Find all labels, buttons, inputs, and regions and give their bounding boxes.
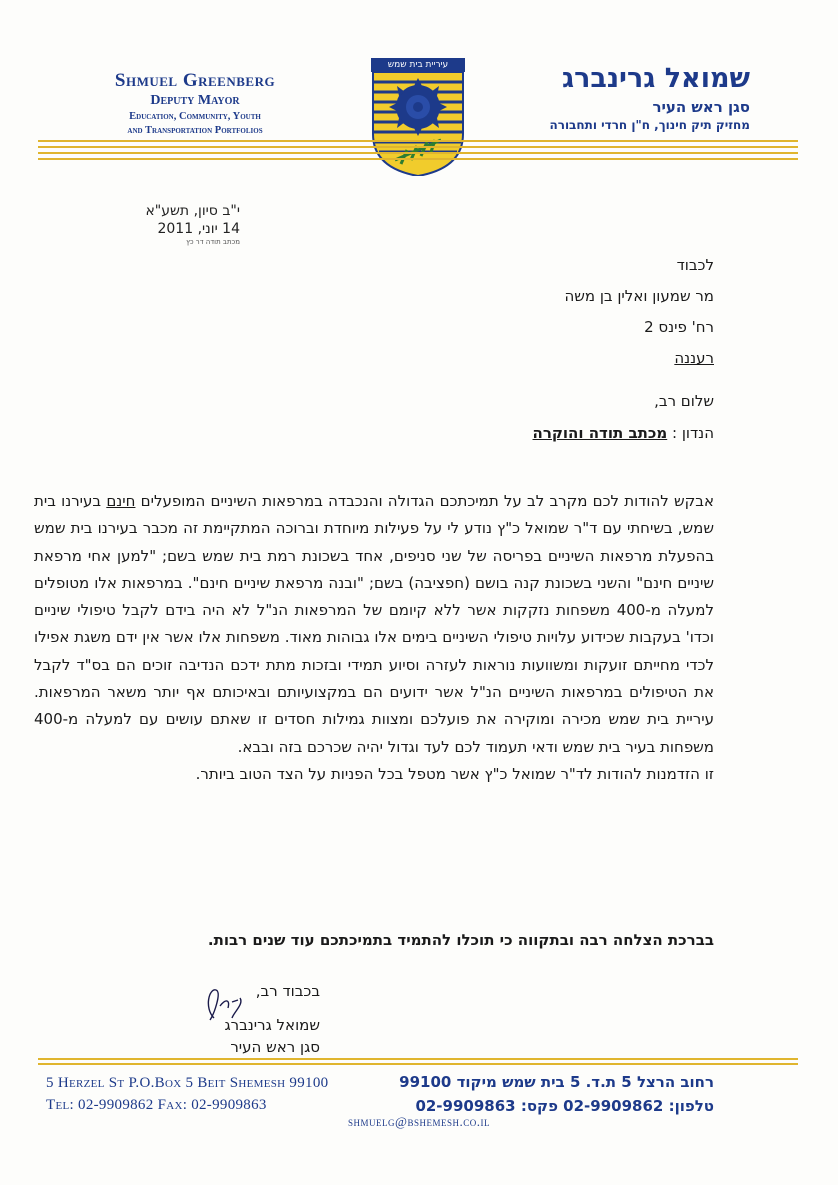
footer-email: shmuelg@bshemesh.co.il <box>348 1114 490 1129</box>
letterhead-english <box>70 70 320 137</box>
signature-block <box>170 980 320 1058</box>
blessing: בברכת הצלחה רבה ובתקווה כי תוכלו להתמיד בתמיכתכם עוד שנים רבות. <box>207 931 714 949</box>
body-text-2: בעירנו בית שמש, בשיחתי עם ד"ר שמואל כ"ץ נודע לי על פעילות מיוחדת וברוכה המתקיימת זה מכבר בעירנו בית שמש בהפעלת מרפאות השיניים בפריסה של שני סניפים, אחד בשכונת רמת בית שמש בשם; "למען אחי מרפאת שיניים חינם" והשני בשכונת קנה בושם (חפציבה) בשם; "ובנה מרפאת שיניים חינם". במרפאות אלו מטופלים למעלה מ-400 משפחות נזקקות אשר ללא קיומם של המרפאות הנ"ל לא היה בידם לקבל טיפולי שיניים וכדו' בעקבות שכידוע עלויות טיפולי השיניים בימים אלו גבוהות מאוד. משפחות אלו אשר אין ידם משגת אפילו לכדי מחייתם זועקות ומשוועות נוראות לעזרה וסיוע תמידי ובזכות מתת ידכם הנדיבה זוכים הם בס"ד לקבל את הטיפולים במרפאות השיניים הנ"ל אשר ידועים הם במקצועיותם ובאיכותם אף יותר משאר המרפאות. עיריית בית שמש מכירה ומוקירה את פועלכם ומצוות גמילות חסדים זו שאתם עושים עם למעלה מ-400 משפחות בעיר בית שמש ודאי תעמוד לכם לעד וגדול יהיה שכרכם בזה ובבא. <box>34 492 714 756</box>
signer-name: שמואל גרינברג <box>224 1016 320 1034</box>
body-text-1: אבקש להודות לכם מקרב לב על תמיכתכם הגדולה והנכבדה במרפאות השיניים המופעלים <box>135 492 714 510</box>
address-names: מר שמעון ואלין בן משה <box>564 287 714 305</box>
footer-rules <box>38 1058 798 1068</box>
letterhead-hebrew <box>470 62 750 132</box>
english-portfolio-line-2: and Transportation Portfolios <box>127 125 263 136</box>
greeting: שלום רב, <box>654 392 714 410</box>
recipient-address <box>214 250 714 374</box>
hebrew-date: י"ב סיון, תשע"א <box>145 203 240 219</box>
footer-english-address: 5 Herzel St P.O.Box 5 Beit Shemesh 99100 <box>46 1075 329 1091</box>
footer-hebrew <box>334 1070 714 1118</box>
subject-line <box>214 424 714 442</box>
signer-role: סגן ראש העיר <box>230 1038 320 1056</box>
footer-hebrew-address: רחוב הרצל 5 ת.ד. 5 בית שמש מיקוד 99100 <box>399 1073 714 1091</box>
subject-text: מכתב תודה והוקרה <box>532 424 668 442</box>
address-to: לכבוד <box>676 256 714 274</box>
closing: בכבוד רב, <box>255 982 320 1000</box>
address-street: רח' פינס 2 <box>644 318 714 336</box>
hebrew-role: סגן ראש העיר <box>652 98 750 116</box>
gregorian-date: 14 יוני, 2011 <box>157 221 240 237</box>
subject-label: הנדון : <box>672 424 714 442</box>
footer-english-phones: Tel: 02-9909862 Fax: 02-9909863 <box>46 1097 267 1113</box>
emblem-caption: עיריית בית שמש <box>371 58 465 72</box>
file-reference: מכתב תודה דר כץ <box>186 238 240 246</box>
footer-hebrew-phones: טלפון: 02-9909862 פקס: 02-9909863 <box>415 1097 714 1115</box>
english-portfolio-line-1: Education, Community, Youth <box>129 111 261 122</box>
body-paragraph-thanks: זו הזדמנות להודות לד"ר שמואל כ"ץ אשר מטפל בכל הפניות על הצד הטוב ביותר. <box>195 764 714 783</box>
address-city: רעננה <box>674 349 714 367</box>
english-role: Deputy Mayor <box>150 93 240 108</box>
letter-date <box>110 202 240 246</box>
body-paragraph-main <box>34 488 714 761</box>
hebrew-portfolio: מחזיק תיק חינוך, ח"ן חרדי ותחבורה <box>549 118 750 132</box>
english-name: Shmuel Greenberg <box>114 70 276 91</box>
hebrew-name: שמואל גרינברג <box>562 63 750 94</box>
letter-body <box>34 488 714 788</box>
header-rules <box>38 140 798 164</box>
body-free-word: חינם <box>106 492 136 510</box>
